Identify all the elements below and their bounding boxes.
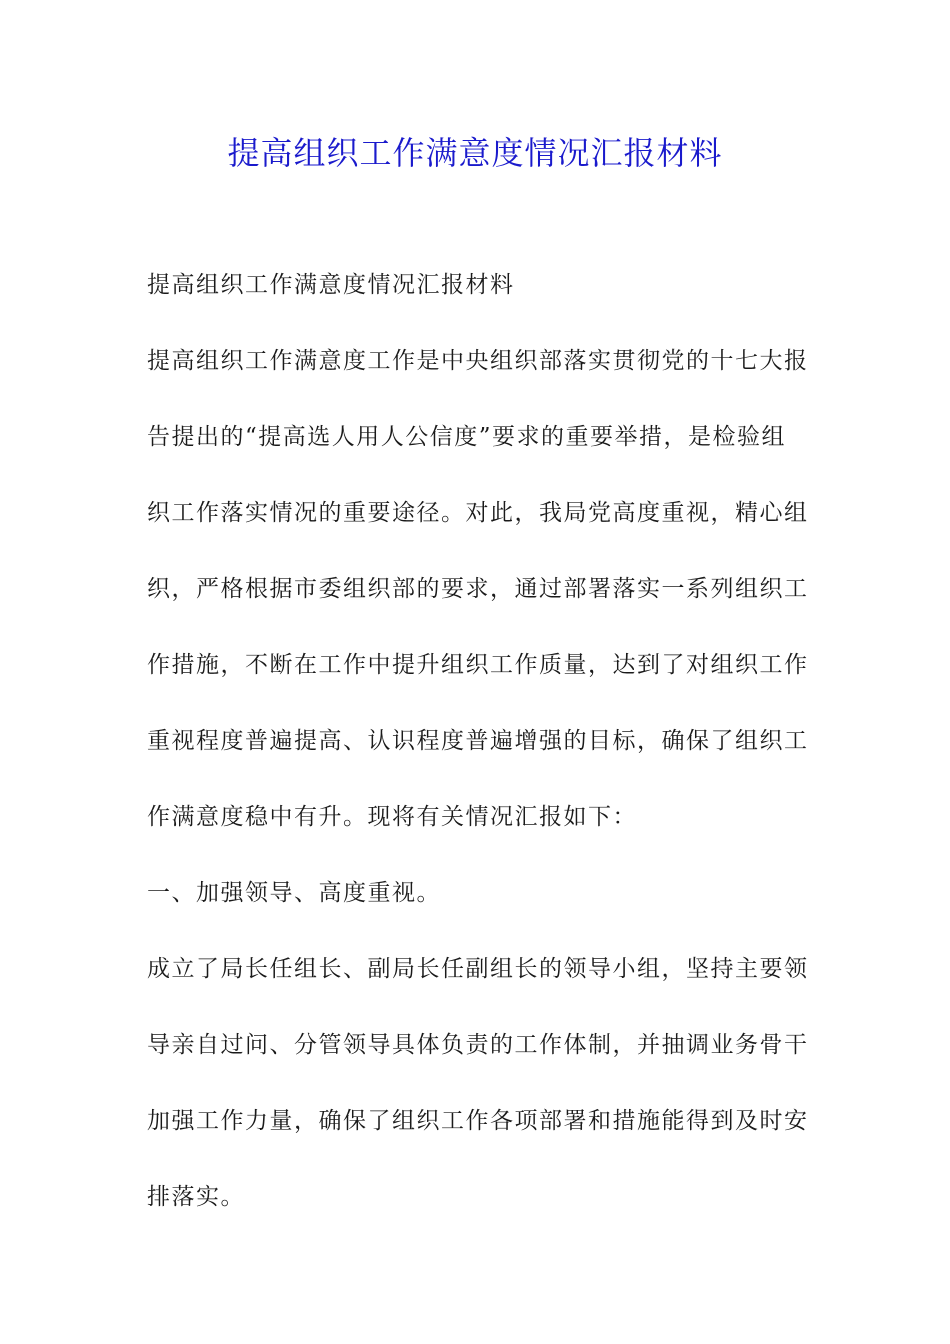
- body-line: 重视程度普遍提高、认识程度普遍增强的目标，确保了组织工: [147, 728, 809, 754]
- body-line: 排落实。: [147, 1184, 245, 1210]
- body-line: 导亲自过问、分管领导具体负责的工作体制，并抽调业务骨干: [147, 1032, 809, 1058]
- body-line: 作满意度稳中有升。现将有关情况汇报如下：: [147, 804, 637, 830]
- body-line: 加强工作力量，确保了组织工作各项部署和措施能得到及时安: [147, 1108, 809, 1134]
- body-line: 成立了局长任组长、副局长任副组长的领导小组，坚持主要领: [147, 956, 809, 982]
- body-line: 织，严格根据市委组织部的要求，通过部署落实一系列组织工: [147, 576, 809, 602]
- body-line: 织工作落实情况的重要途径。对此，我局党高度重视，精心组: [147, 500, 809, 526]
- body-line: 作措施，不断在工作中提升组织工作质量，达到了对组织工作: [147, 652, 809, 678]
- body-line: 提高组织工作满意度情况汇报材料: [147, 272, 515, 298]
- document-title: 提高组织工作满意度情况汇报材料: [227, 134, 723, 172]
- body-line: 告提出的“提高选人用人公信度”要求的重要举措，是检验组: [147, 424, 787, 450]
- section-heading: 一、加强领导、高度重视。: [147, 880, 441, 906]
- document-body: [147, 262, 807, 1250]
- body-line: 提高组织工作满意度工作是中央组织部落实贯彻党的十七大报: [147, 348, 809, 374]
